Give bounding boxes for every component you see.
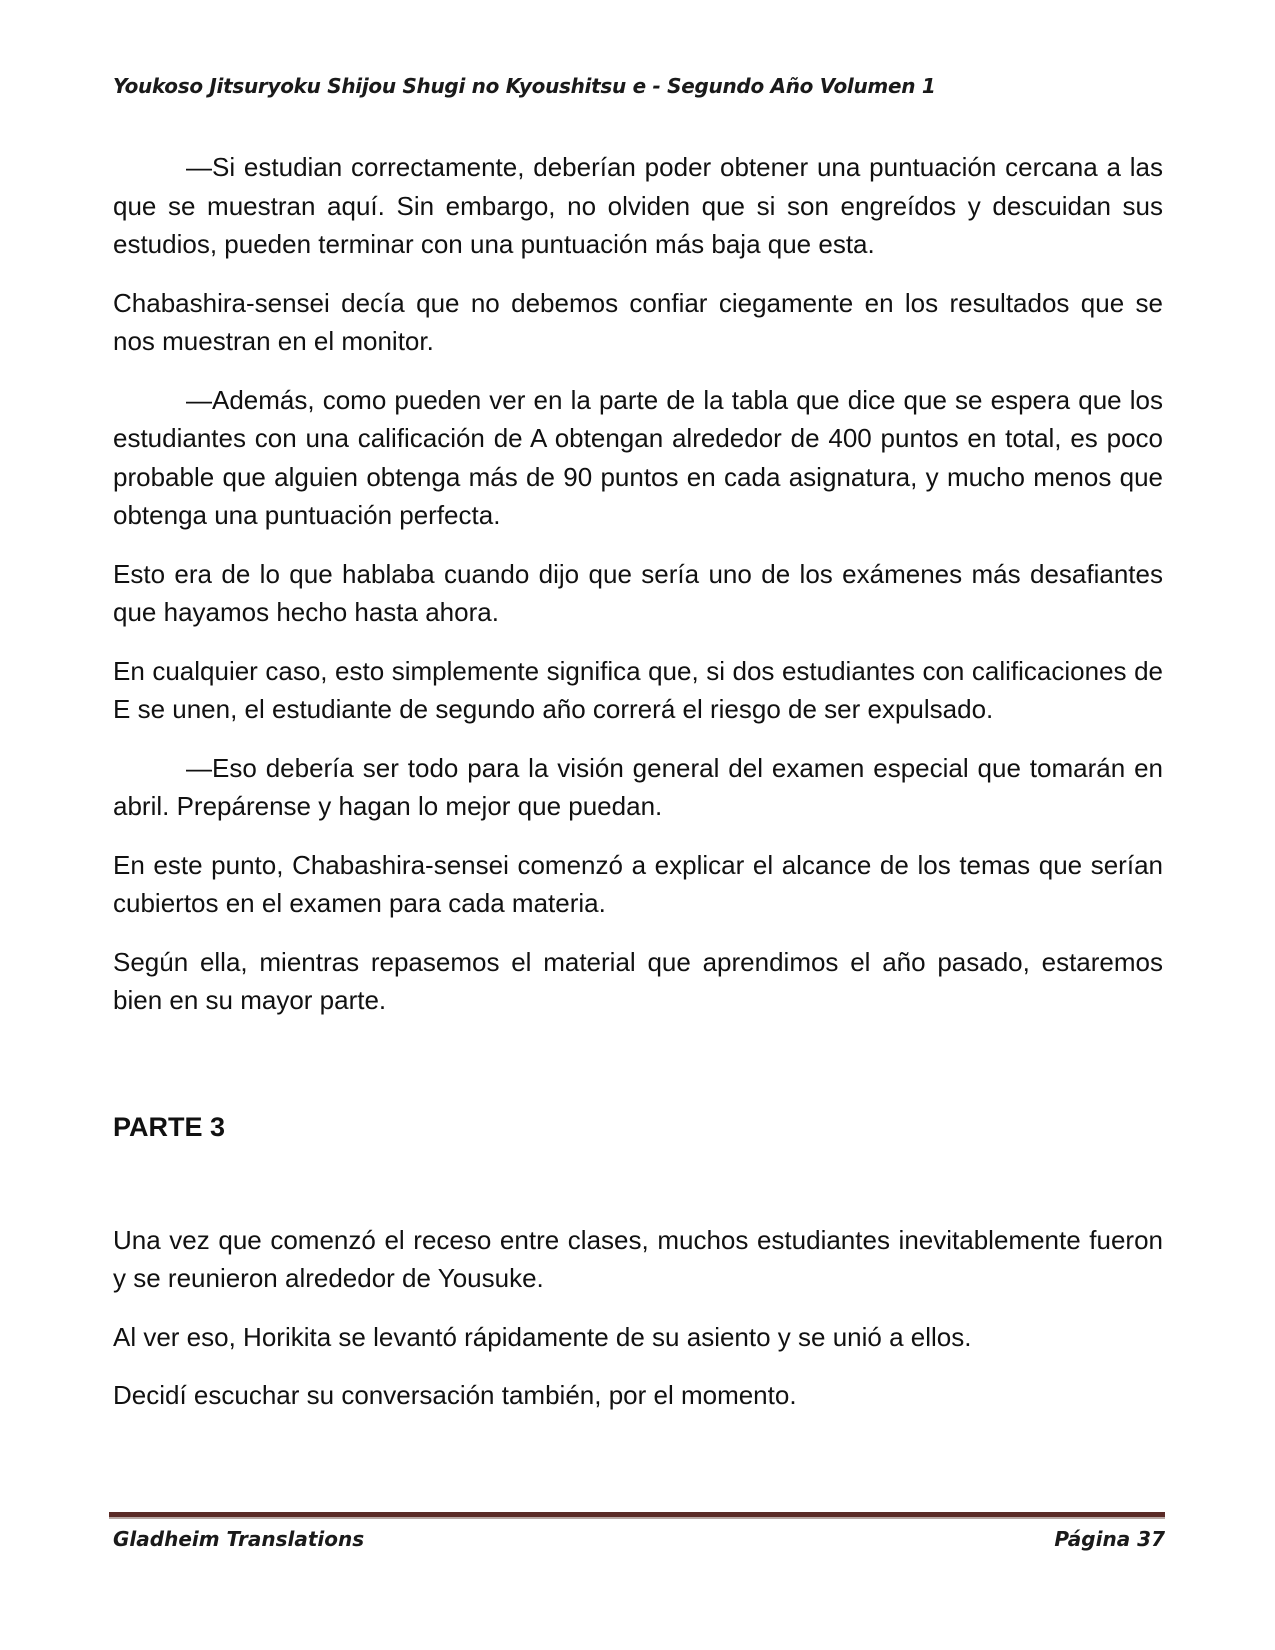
paragraph-10: Al ver eso, Horikita se levantó rápidamente de su asiento y se unió a ellos. bbox=[113, 1321, 972, 1352]
paragraph-8: Según ella, mientras repasemos el material que aprendimos el año pasado, estaremos bien en su mayor parte. bbox=[113, 946, 1163, 1015]
section-title: PARTE 3 bbox=[113, 1111, 226, 1142]
page-header-title: Youkoso Jitsuryoku Shijou Shugi no Kyoushitsu e - Segundo Año Volumen 1 bbox=[113, 74, 936, 98]
paragraph-4: Esto era de lo que hablaba cuando dijo que sería uno de los exámenes más desafiantes que hayamos hecho hasta ahora. bbox=[113, 558, 1163, 627]
footer-translator: Gladheim Translations bbox=[113, 1527, 365, 1551]
paragraph-1: —Si estudian correctamente, deberían poder obtener una puntuación cercana a las que se muestran aquí. Sin embargo, no olviden que si son engreídos y descuidan sus estudios, pueden terminar con una puntuación más baja que esta. bbox=[113, 152, 1163, 259]
footer-divider bbox=[109, 1512, 1165, 1519]
paragraph-3: —Además, como pueden ver en la parte de la tabla que dice que se espera que los estudiantes con una calificación de A obtengan alrededor de 400 puntos en total, es poco probable que alguien obtenga más de 90 puntos en cada asignatura, y mucho menos que obtenga una puntuación perfecta. bbox=[113, 384, 1163, 530]
paragraph-5: En cualquier caso, esto simplemente significa que, si dos estudiantes con calificaciones de E se unen, el estudiante de segundo año correrá el riesgo de ser expulsado. bbox=[113, 655, 1163, 724]
paragraph-9: Una vez que comenzó el receso entre clases, muchos estudiantes inevitablemente fueron y se reunieron alrededor de Yousuke. bbox=[113, 1224, 1163, 1293]
paragraph-11: Decidí escuchar su conversación también, por el momento. bbox=[113, 1380, 797, 1410]
paragraph-7: En este punto, Chabashira-sensei comenzó a explicar el alcance de los temas que serían cubiertos en el examen para cada materia. bbox=[113, 849, 1163, 918]
page-content bbox=[113, 148, 1163, 1435]
paragraph-2: Chabashira-sensei decía que no debemos confiar ciegamente en los resultados que se nos muestran en el monitor. bbox=[113, 287, 1163, 356]
footer-page-number: Página 37 bbox=[1054, 1527, 1165, 1551]
paragraph-6: —Eso debería ser todo para la visión general del examen especial que tomarán en abril. Prepárense y hagan lo mejor que puedan. bbox=[113, 752, 1163, 821]
